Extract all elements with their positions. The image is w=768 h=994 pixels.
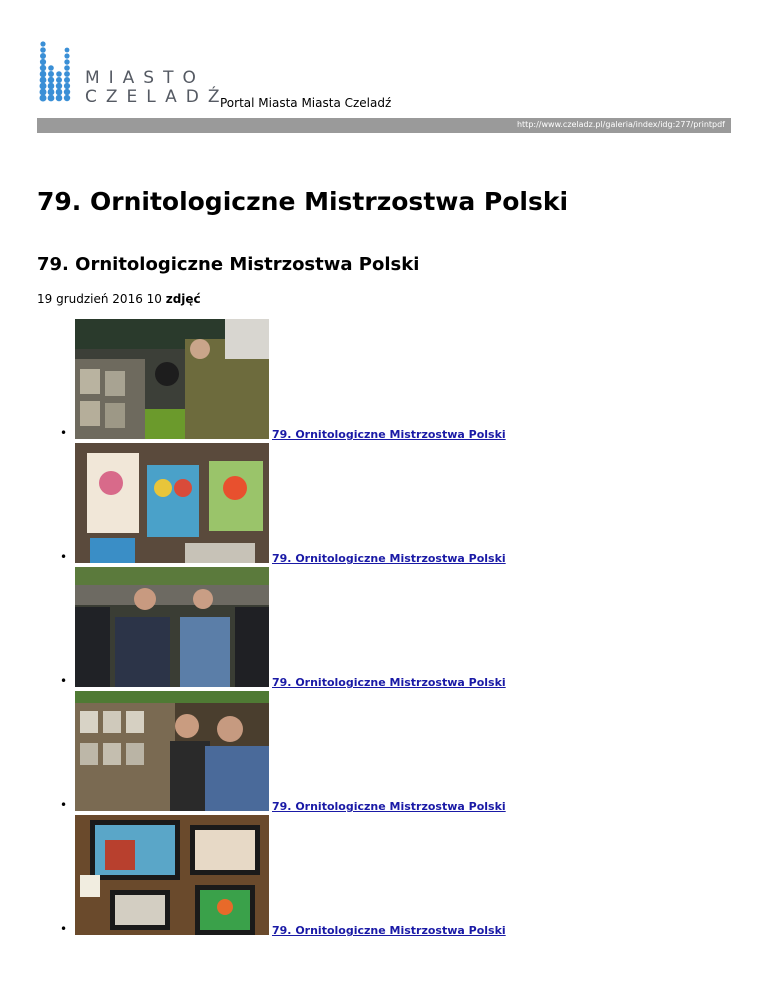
bullet-icon: • [60, 922, 68, 936]
list-item [0, 815, 700, 938]
logo-line-1: MIASTO [85, 68, 205, 88]
logo-text [85, 69, 228, 107]
bullet-icon: • [60, 426, 68, 440]
photo-caption-link[interactable]: 79. Ornitologiczne Mistrzostwa Polski [272, 676, 506, 689]
photos-label: zdjęć [165, 292, 201, 306]
gallery-photo[interactable] [75, 691, 269, 811]
site-logo[interactable] [37, 38, 227, 108]
gallery-title: 79. Ornitologiczne Mistrzostwa Polski [37, 254, 420, 275]
logo-dots-icon [37, 38, 77, 108]
url-bar [37, 118, 731, 133]
bullet-icon: • [60, 798, 68, 812]
page-title: 79. Ornitologiczne Mistrzostwa Polski [37, 187, 569, 216]
gallery-photo[interactable] [75, 443, 269, 563]
photo-caption-link[interactable]: 79. Ornitologiczne Mistrzostwa Polski [272, 552, 506, 565]
list-item [0, 319, 700, 442]
photo-caption-link[interactable]: 79. Ornitologiczne Mistrzostwa Polski [272, 924, 506, 937]
logo-line-2: CZELADŹ [85, 87, 229, 107]
bullet-icon: • [60, 674, 68, 688]
list-item [0, 691, 700, 814]
gallery-meta [37, 292, 201, 306]
list-item [0, 567, 700, 690]
gallery-date-count: 19 grudzień 2016 10 [37, 292, 166, 306]
photo-caption-link[interactable]: 79. Ornitologiczne Mistrzostwa Polski [272, 428, 506, 441]
page-header [37, 38, 731, 134]
gallery-photo[interactable] [75, 815, 269, 935]
gallery-photo[interactable] [75, 319, 269, 439]
portal-name: Portal Miasta Miasta Czeladź [220, 96, 392, 110]
photo-caption-link[interactable]: 79. Ornitologiczne Mistrzostwa Polski [272, 800, 506, 813]
list-item [0, 443, 700, 566]
page-url: http://www.czeladz.pl/galeria/index/idg:277/printpdf [516, 120, 725, 129]
bullet-icon: • [60, 550, 68, 564]
gallery-photo[interactable] [75, 567, 269, 687]
